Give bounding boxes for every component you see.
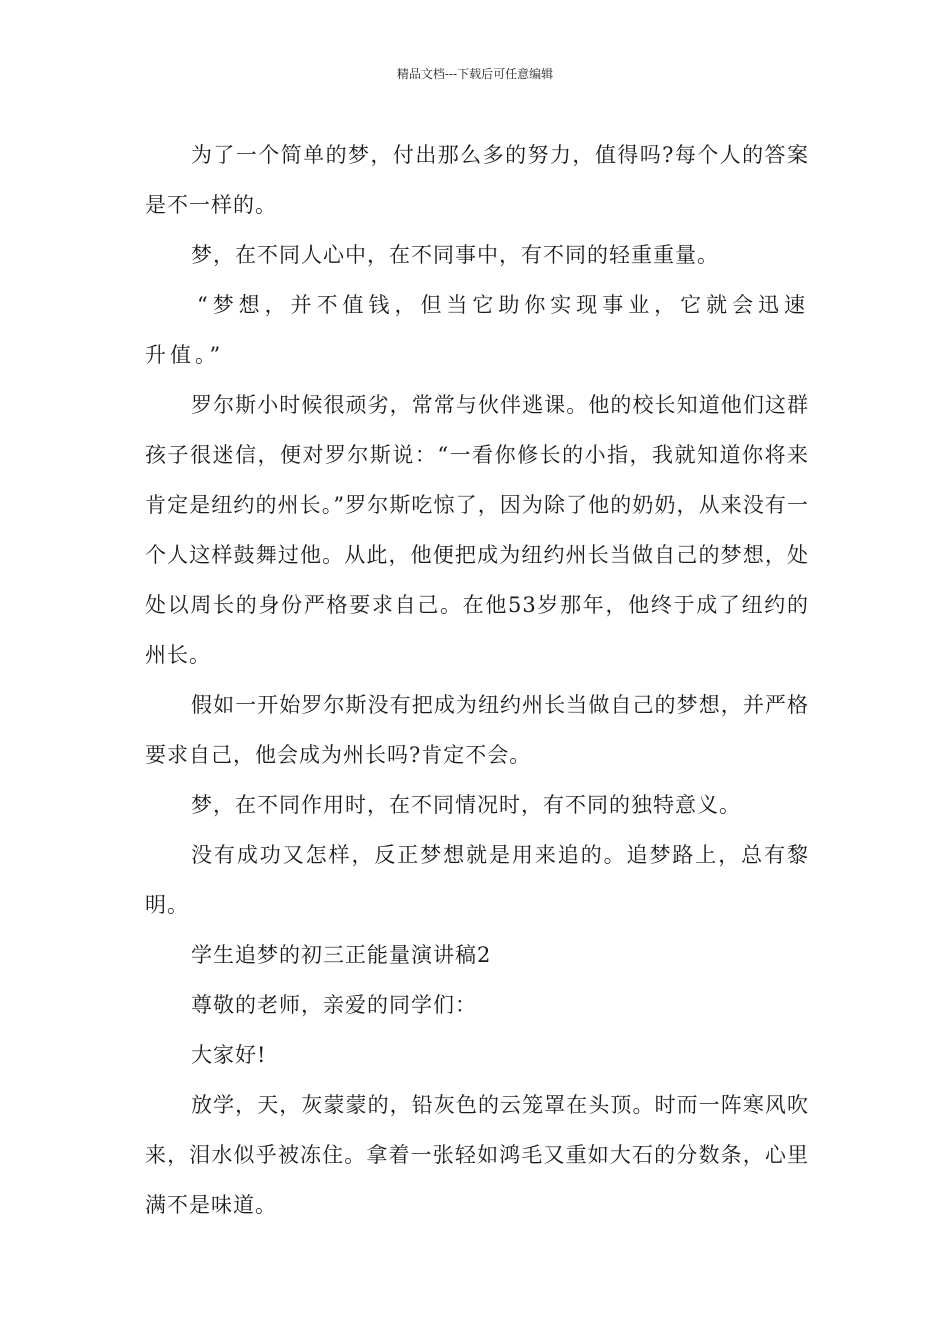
paragraph: 为了一个简单的梦，付出那么多的努力，值得吗?每个人的答案是不一样的。	[145, 143, 809, 217]
paragraph: 梦，在不同作用时，在不同情况时，有不同的独特意义。	[191, 793, 741, 817]
paragraph: 放学，天，灰蒙蒙的，铅灰色的云笼罩在头顶。时而一阵寒风吹来，泪水似乎被冻住。拿着一张轻如鸿毛又重如大石的分数条，心里满不是味道。	[145, 1093, 809, 1217]
paragraph: 梦，在不同人心中，在不同事中，有不同的轻重重量。	[191, 243, 719, 267]
greeting: 大家好!	[191, 1043, 267, 1067]
section-title: 学生追梦的初三正能量演讲稿2	[191, 943, 492, 967]
document-body	[145, 130, 809, 1230]
salutation: 尊敬的老师，亲爱的同学们：	[191, 993, 477, 1017]
paragraph: 假如一开始罗尔斯没有把成为纽约州长当做自己的梦想，并严格要求自己，他会成为州长吗?肯定不会。	[145, 693, 809, 767]
paragraph: 没有成功又怎样，反正梦想就是用来追的。追梦路上，总有黎明。	[145, 843, 809, 917]
paragraph: 罗尔斯小时候很顽劣，常常与伙伴逃课。他的校长知道他们这群孩子很迷信，便对罗尔斯说：“一看你修长的小指，我就知道你将来肯定是纽约的州长。”罗尔斯吃惊了，因为除了他的奶奶，从来没有一个人这样鼓舞过他。从此，他便把成为纽约州长当做自己的梦想，处处以周长的身份严格要求自己。在他53岁那年，他终于成了纽约的州长。	[145, 393, 809, 667]
quote-paragraph: “梦想，并不值钱，但当它助你实现事业，它就会迅速升值。”	[145, 293, 809, 367]
page-header: 精品文档---下载后可任意编辑	[396, 67, 554, 81]
